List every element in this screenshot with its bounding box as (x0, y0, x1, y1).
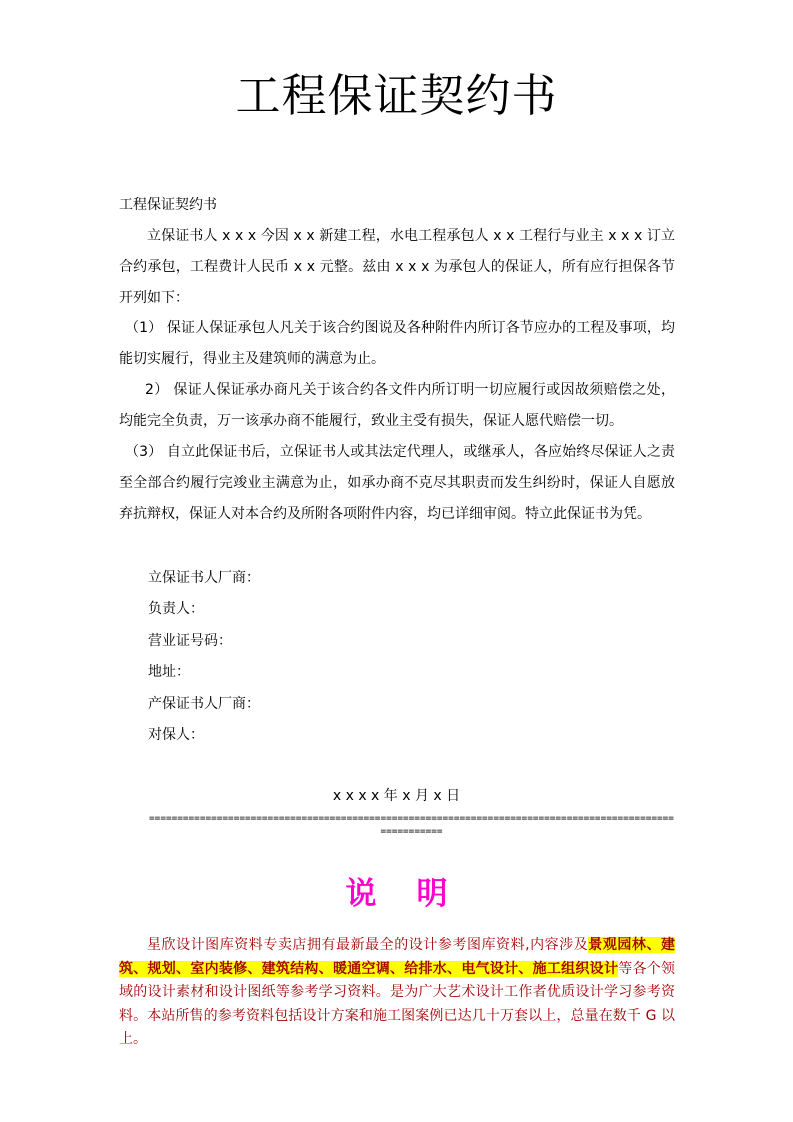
clause-2: 2） 保证人保证承办商凡关于该合约各文件内所订明一切应履行或因故须赔偿之处，均能完全负责，万一该承办商不能履行，致业主受有损失，保证人愿代赔偿一切。 (119, 382, 675, 429)
intro-paragraph: 立保证书人 x x x 今因 x x 新建工程，水电工程承包人 x x 工程行与业主 x x x 订立合约承包，工程费计人民币 x x 元整。兹由 x x x 为承包人的保证人，所有应行担保各节开列如下： (119, 228, 675, 306)
signature-fields (148, 563, 260, 751)
signature-business-license-number: 营业证号码： (148, 632, 232, 649)
note-body (119, 934, 675, 1052)
signature-guarantor-firm: 立保证书人厂商： (148, 570, 260, 586)
note-highlight: 景观园林、建筑、规划、室内装修、建筑结构、暖通空调、给排水、电气设计、施工组织设计 (119, 937, 675, 977)
document-subtitle: 工程保证契约书 (119, 197, 217, 213)
document-title: 工程保证契约书 (235, 69, 558, 122)
note-text-before: 星欣设计图库资料专卖店拥有最新最全的设计参考图库资料,内容涉及 (147, 937, 589, 953)
signature-verifier: 对保人： (148, 727, 204, 744)
note-title: 说明 (345, 876, 488, 912)
clause-3: （3） 自立此保证书后，立保证书人或其法定代理人，或继承人，各应始终尽保证人之责至全部合约履行完竣业主满意为止，如承办商不克尽其职责而发生纠纷时，保证人自愿放弃抗辩权，保证人对本合约及所附各项附件内容，均已详细审阅。特立此保证书为凭。 (119, 444, 675, 522)
clause-1: （1） 保证人保证承包人凡关于该合约图说及各种附件内所订各节应办的工程及事项，均能切实履行，得业主及建筑师的满意为止。 (119, 320, 675, 367)
separator-line: ======================================================================================================== (149, 813, 674, 837)
note-text-after: 等各个领域的设计素材和设计图纸等参考学习资料。是为广大艺术设计工作者优质设计学习参考资料。本站所售的参考资料包括设计方案和施工图案例已达几十万套以上，总量在数千 G 以上。 (119, 960, 676, 1048)
signature-address: 地址： (148, 664, 190, 681)
document-date: x x x x 年 x 月 x 日 (332, 788, 461, 804)
signature-responsible-person: 负责人： (148, 601, 204, 618)
signature-second-guarantor-firm: 产保证书人厂商： (148, 695, 260, 712)
